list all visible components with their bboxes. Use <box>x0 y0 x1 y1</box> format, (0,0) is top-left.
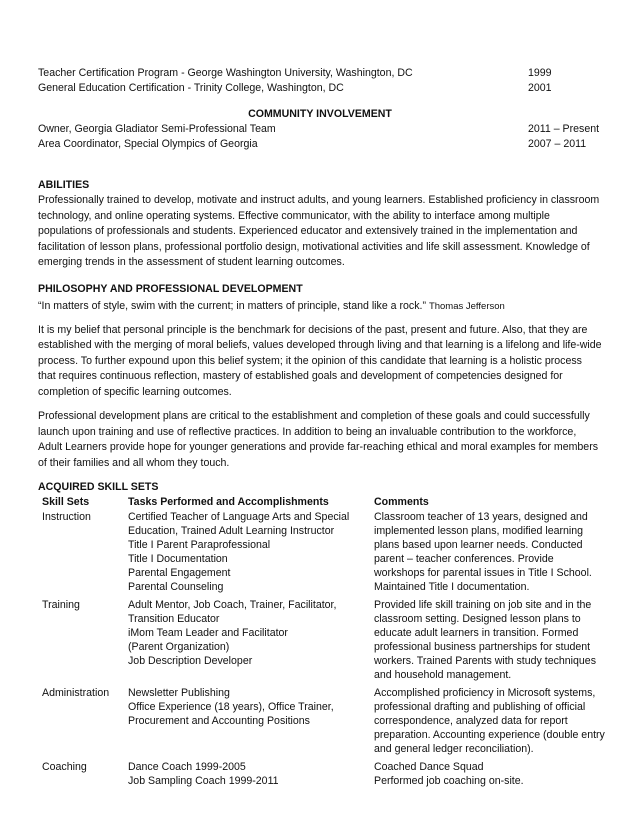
education-item <box>38 66 602 81</box>
education-date: 1999 <box>528 67 552 79</box>
philosophy-paragraph-1: It is my belief that personal principle is the benchmark for decisions of the past, present and future. Also, that they are established with the merging of moral beliefs, values developed through living and that learning is a lifelong and life-wide process. To further expound upon this belief system; it the opinion of this candidate that learning is a holistic process that requires continuous reflection, mastery of established goals and development of competencies designed for completion of specific learning outcomes. <box>38 323 602 398</box>
task-item: Dance Coach 1999-2005 <box>128 761 246 773</box>
community-item <box>38 137 602 152</box>
skill-comments: Coached Dance Squad Performed job coaching on-site. <box>374 761 524 787</box>
skills-header-row <box>42 495 606 510</box>
task-item: Newsletter Publishing <box>128 687 230 699</box>
task-item: Parental Counseling <box>128 581 224 593</box>
resume-page <box>38 66 605 788</box>
task-item: (Parent Organization) <box>128 641 230 653</box>
task-item: Office Experience (18 years), Office Trainer, Procurement and Accounting Positions <box>128 701 334 727</box>
task-item: Certified Teacher of Language Arts and Special Education, Trained Adult Learning Instructor <box>128 511 350 537</box>
skill-comments: Classroom teacher of 13 years, designed and implemented lesson plans, modified learning plans based upon learner needs. Conducted parent – teacher conferences. Provide workshops for parental issues in Title I School. Maintained Title I documentation. <box>374 511 592 593</box>
education-text: Teacher Certification Program - George Washington University, Washington, DC <box>38 67 413 79</box>
task-item: Adult Mentor, Job Coach, Trainer, Facilitator, Transition Educator <box>128 599 337 625</box>
task-item: Job Description Developer <box>128 655 253 667</box>
philosophy-heading: PHILOSOPHY AND PROFESSIONAL DEVELOPMENT <box>38 282 303 295</box>
column-header: Comments <box>374 496 429 508</box>
task-item: Parental Engagement <box>128 567 231 579</box>
column-header: Tasks Performed and Accomplishments <box>128 496 329 508</box>
task-item: iMom Team Leader and Facilitator <box>128 627 288 639</box>
skill-tasks <box>128 756 374 788</box>
community-date: 2011 – Present <box>528 123 600 135</box>
column-header: Skill Sets <box>42 496 90 508</box>
abilities-heading: ABILITIES <box>38 179 90 191</box>
education-date: 2001 <box>528 82 552 94</box>
quote-author: Thomas Jefferson <box>428 300 505 312</box>
skill-tasks <box>128 510 374 594</box>
philosophy-paragraph-2: Professional development plans are critical to the establishment and completion of these goals and could successfully launch upon training and use of reflective practices. In addition to being an invaluable contribution to the workforce, Adult Learners provide hope for younger generations and provide far-reaching ethical and moral examples for members of their families and all whom they touch. <box>38 410 599 469</box>
table-row <box>42 756 606 788</box>
quote-text: “In matters of style, swim with the current; in matters of principle, stand like a rock.” <box>38 299 426 312</box>
education-item <box>38 81 602 96</box>
skill-comments: Provided life skill training on job site and in the classroom setting. Designed lesson plans to educate adult learners in transition. Formed professional business partnerships for student workers. Trained Parents with study techniques and household management. <box>374 599 596 681</box>
community-text: Area Coordinator, Special Olympics of Georgia <box>38 138 258 150</box>
skill-name: Instruction <box>42 511 91 523</box>
community-section <box>38 122 602 152</box>
skills-heading: ACQUIRED SKILL SETS <box>38 481 159 493</box>
task-item: Title I Parent Paraprofessional <box>128 539 271 551</box>
education-section <box>38 66 602 96</box>
task-item: Job Sampling Coach 1999-2011 <box>128 775 279 787</box>
skill-name: Training <box>42 599 80 611</box>
skill-tasks <box>128 682 374 756</box>
skills-table <box>42 495 606 788</box>
abilities-body: Professionally trained to develop, motivate and instruct adults, and young learners. Established proficiency in classroom technology, and online operating systems. Effective communicator, with the ability to interface among multiple populations of professionals and students. Experienced educator and extensively trained in the implementation and facilitation of lesson plans, professional portfolio design, motivational activities and life skill assessment. Knowledge of emerging trends in the assessment of student learning outcomes. <box>38 194 600 268</box>
skill-name: Coaching <box>42 761 87 773</box>
skill-name: Administration <box>42 687 110 699</box>
community-text: Owner, Georgia Gladiator Semi-Professional Team <box>38 123 276 135</box>
skill-comments: Accomplished proficiency in Microsoft systems, professional drafting and publishing of official correspondence, analyzed data for report preparation. Accounting experience (double entry and general ledger reconciliation). <box>374 687 605 755</box>
philosophy-quote <box>38 299 602 314</box>
table-row <box>42 594 606 682</box>
education-text: General Education Certification - Trinity College, Washington, DC <box>38 82 344 94</box>
community-item <box>38 122 602 137</box>
task-item: Title I Documentation <box>128 553 228 565</box>
community-heading: COMMUNITY INVOLVEMENT <box>248 108 392 120</box>
community-date: 2007 – 2011 <box>528 138 587 150</box>
skill-tasks <box>128 594 374 682</box>
table-row <box>42 510 606 594</box>
table-row <box>42 682 606 756</box>
